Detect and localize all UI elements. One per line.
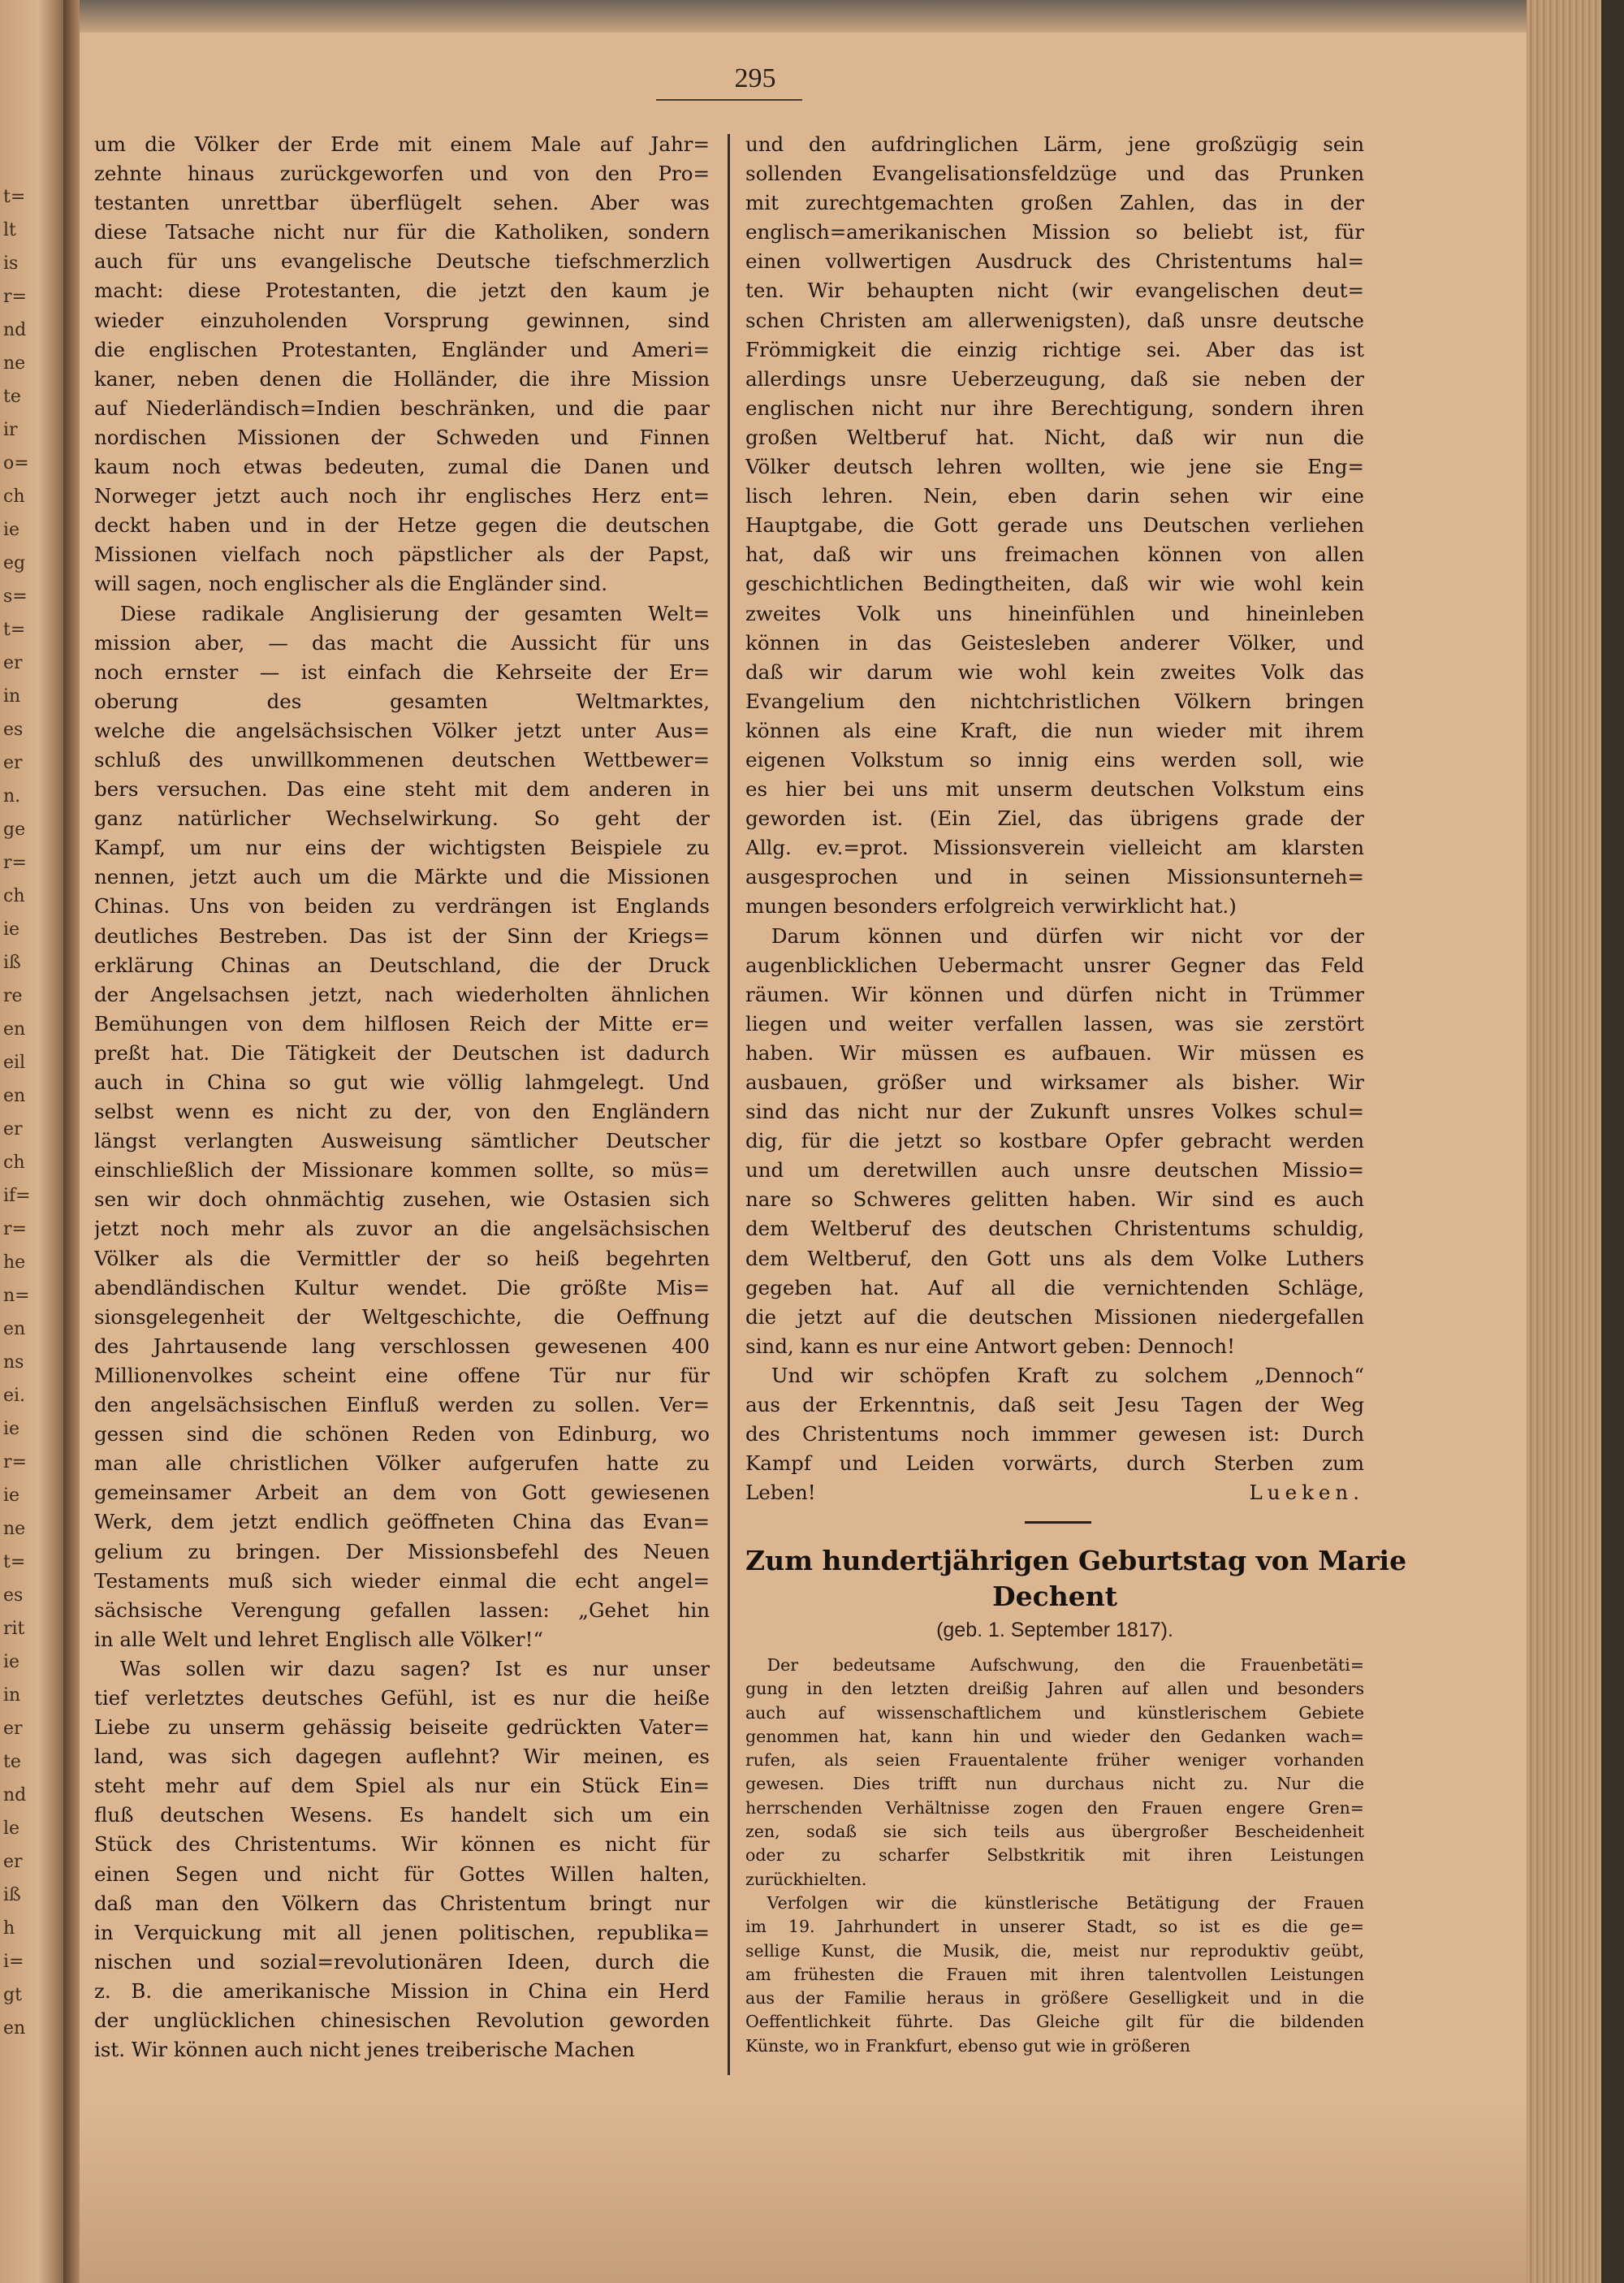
text-line: den angelsächsischen Einfluß werden zu sollen. Ver=	[94, 1393, 710, 1417]
text-line: diese Tatsache nicht nur für die Katholiken, sondern	[94, 220, 710, 244]
text-line: land, was sich dagegen auflehnt? Wir meinen, es	[94, 1745, 710, 1769]
text-line: sind, kann es nur eine Antwort geben: Dennoch!	[745, 1334, 1235, 1358]
text-line: aus der Erkenntnis, daß seit Jesu Tagen der Weg	[745, 1393, 1364, 1417]
prev-page-fragment: ne	[3, 1519, 26, 1539]
text-line: Missionen vielfach noch päpstlicher als der Papst,	[94, 543, 710, 567]
text-line: tief verletztes deutsches Gefühl, ist es nur die heiße	[94, 1685, 710, 1710]
prev-page-fragment: r=	[3, 1452, 27, 1472]
text-line: gegeben hat. Auf all die vernichtenden Schläge,	[745, 1275, 1364, 1299]
prev-page-fragment: rit	[3, 1619, 25, 1639]
text-line: testanten unrettbar überflügelt sehen. Aber was	[94, 191, 710, 215]
text-line: man alle christlichen Völker aufgerufen hatte zu	[94, 1451, 710, 1476]
prev-page-fragment: nd	[3, 320, 27, 340]
text-line: der unglücklichen chinesischen Revolution geworden	[94, 2008, 710, 2032]
article-subtitle: (geb. 1. September 1817).	[936, 1619, 1173, 1641]
text-line: Kampf und Leiden vorwärts, durch Sterben zum	[745, 1451, 1364, 1476]
text-line: englischen nicht nur ihre Berechtigung, sondern ihren	[745, 396, 1364, 420]
text-line: in alle Welt und lehret Englisch alle Völker!“	[94, 1627, 544, 1651]
text-line: zurückhielten.	[745, 1869, 867, 1889]
text-line: sind das nicht nur der Zukunft unsres Volkes schul=	[745, 1100, 1364, 1124]
text-line: haben. Wir müssen es aufbauen. Wir müssen es	[745, 1040, 1364, 1065]
text-line: gewesen. Dies trifft nun durchaus nicht zu. Nur die	[745, 1774, 1364, 1794]
text-line: gung in den letzten dreißig Jahren auf allen und besonders	[745, 1679, 1364, 1699]
prev-page-fragment: t=	[3, 620, 26, 640]
text-line: augenblicklichen Uebermacht unsrer Gegner das Feld	[745, 953, 1364, 977]
prev-page-fragment: in	[3, 686, 21, 707]
text-line: auf Niederländisch=Indien beschränken, und die paar	[94, 396, 710, 420]
prev-page-fragment: iß	[3, 1885, 21, 1905]
text-line: schluß des unwillkommenen deutschen Wettbewer=	[94, 747, 710, 772]
prev-page-fragment: te	[3, 387, 21, 407]
page-number: 295	[734, 63, 776, 93]
text-line: Völker deutsch lehren wollten, wie jene sie Eng=	[745, 455, 1364, 479]
text-line: Der bedeutsame Aufschwung, den die Frauenbetäti=	[767, 1655, 1364, 1675]
text-line: einen Segen und nicht für Gottes Willen halten,	[94, 1861, 710, 1886]
prev-page-fragment: iß	[3, 953, 21, 973]
prev-page-fragment: ie	[3, 1652, 20, 1672]
text-line: Chinas. Uns von beiden zu verdrängen ist Englands	[94, 894, 710, 919]
prev-page-fragment: ch	[3, 1152, 25, 1173]
text-line: um die Völker der Erde mit einem Male auf Jahr=	[94, 132, 710, 156]
text-line: aus der Familie heraus in größere Geselligkeit und in die	[745, 1988, 1364, 2008]
text-line: ausbauen, größer und wirksamer als bisher. Wir	[745, 1070, 1364, 1094]
prev-page-fragment: ie	[3, 919, 20, 940]
text-line: lisch lehren. Nein, eben darin sehen wir eine	[745, 484, 1364, 508]
prev-page-fragment: lt	[3, 220, 16, 240]
text-line: jetzt noch mehr als zuvor an die angelsächsischen	[94, 1217, 710, 1241]
text-line: großen Weltberuf hat. Nicht, daß wir nun die	[745, 425, 1364, 449]
text-line: liegen und weiter verfallen lassen, was sie zerstört	[745, 1011, 1364, 1036]
text-line: Liebe zu unserm gehässig beiseite gedrückten Vater=	[94, 1715, 710, 1740]
column-divider	[728, 134, 730, 2075]
text-line: Kampf, um nur eins der wichtigsten Beispiele zu	[94, 836, 710, 860]
prev-page-fragment: te	[3, 1752, 21, 1772]
previous-page-edge	[0, 0, 63, 2283]
text-line: preßt hat. Die Tätigkeit der Deutschen ist dadurch	[94, 1040, 710, 1065]
prev-page-fragment: h	[3, 1918, 15, 1939]
prev-page-fragment: eg	[3, 553, 26, 573]
text-line: allerdings unsre Ueberzeugung, daß sie neben der	[745, 366, 1364, 391]
text-line: auch auf wissenschaftlichem und künstlerischem Gebiete	[745, 1702, 1364, 1723]
text-line: auch in China so gut wie völlig lahmgelegt. Und	[94, 1070, 710, 1094]
text-line: Stück des Christentums. Wir können es nicht für	[94, 1832, 710, 1857]
text-line: daß wir darum wie wohl kein zweites Volk das	[745, 659, 1364, 684]
text-line: des Christentums noch immmer gewesen ist: Durch	[745, 1422, 1364, 1446]
prev-page-fragment: i=	[3, 1952, 24, 1972]
text-line: Verfolgen wir die künstlerische Betätigung der Frauen	[767, 1892, 1364, 1913]
text-line: selbst wenn es nicht zu der, von den Engländern	[94, 1100, 710, 1124]
text-line: nordischen Missionen der Schweden und Finnen	[94, 425, 710, 449]
text-line: Millionenvolkes scheint eine offene Tür nur für	[94, 1363, 710, 1387]
prev-page-fragment: en	[3, 2018, 26, 2039]
prev-page-fragment: ir	[3, 420, 18, 440]
text-line: deutliches Bestreben. Das ist der Sinn der Kriegs=	[94, 923, 710, 948]
prev-page-fragment: ei.	[3, 1386, 26, 1406]
text-line: Norweger jetzt auch noch ihr englisches Herz ent=	[94, 484, 710, 508]
prev-page-fragment: in	[3, 1685, 21, 1706]
prev-page-fragment: r=	[3, 287, 27, 307]
prev-page-fragment: es	[3, 1585, 24, 1606]
prev-page-fragment: es	[3, 720, 24, 740]
article-body	[745, 1654, 1364, 2058]
article-title-line-2: Dechent	[992, 1580, 1117, 1612]
text-line: nennen, jetzt auch um die Märkte und die Missionen	[94, 865, 710, 889]
text-line: es hier bei uns mit unserm deutschen Volkstum eins	[745, 777, 1364, 802]
text-line: Allg. ev.=prot. Missionsverein vielleicht am klarsten	[745, 836, 1364, 860]
text-line: z. B. die amerikanische Mission in China ein Herd	[94, 1978, 710, 2003]
bottom-shading	[80, 2104, 1541, 2283]
text-line: abendländischen Kultur wendet. Die größte Mis=	[94, 1275, 710, 1299]
text-line: Diese radikale Anglisierung der gesamten Welt=	[119, 601, 710, 625]
text-line: wieder einzuholenden Vorsprung gewinnen, sind	[94, 308, 710, 332]
prev-page-fragment: en	[3, 1319, 26, 1339]
prev-page-fragment: er	[3, 753, 23, 773]
text-line: sächsische Verengung gefallen lassen: „Gehet hin	[94, 1598, 710, 1622]
text-line: einschließlich der Missionare kommen sollte, so müs=	[94, 1158, 710, 1183]
text-line: dig, für die jetzt so kostbare Opfer gebracht werden	[745, 1129, 1364, 1153]
prev-page-fragment: gt	[3, 1985, 22, 2005]
text-line: räumen. Wir können und dürfen nicht in Trümmer	[745, 982, 1364, 1006]
prev-page-fragment: n.	[3, 786, 21, 806]
text-line: Evangelium den nichtchristlichen Völkern bringen	[745, 689, 1364, 713]
text-line: steht mehr auf dem Spiel als nur ein Stück Ein=	[94, 1774, 710, 1798]
text-line: im 19. Jahrhundert in unserer Stadt, so ist es die ge=	[745, 1917, 1364, 1937]
text-line: Völker als die Vermittler der so heiß begehrten	[94, 1246, 710, 1270]
prev-page-fragment: ie	[3, 520, 20, 540]
text-line: daß man den Völkern das Christentum bringt nur	[94, 1891, 710, 1915]
top-edge-shadow	[80, 0, 1541, 32]
prev-page-fragment: er	[3, 653, 23, 673]
text-line: genommen hat, kann hin und wieder den Gedanken wach=	[745, 1726, 1364, 1746]
prev-page-fragment: is	[3, 253, 19, 274]
text-line: ausgesprochen und in seinen Missionsunterneh=	[745, 865, 1364, 889]
text-line: die jetzt auf die deutschen Missionen niedergefallen	[745, 1304, 1364, 1329]
text-line: und den aufdringlichen Lärm, jene großzügig sein	[745, 132, 1364, 156]
text-line: will sagen, noch englischer als die Engländer sind.	[94, 572, 608, 596]
prev-page-fragment: ge	[3, 819, 26, 840]
text-line: kaum noch etwas bedeuten, zumal die Danen und	[94, 455, 710, 479]
prev-page-fragment: en	[3, 1019, 26, 1040]
text-line: gemeinsamer Arbeit an dem von Gott gewiesenen	[94, 1481, 710, 1505]
text-line: dem Weltberuf des deutschen Christentums schuldig,	[745, 1217, 1364, 1241]
text-line: auch für uns evangelische Deutsche tiefschmerzlich	[94, 249, 710, 274]
text-line: geschichtlichen Bedingtheiten, daß wir wie wohl kein	[745, 572, 1364, 596]
text-line: gessen sind die schönen Reden von Edinburg, wo	[94, 1422, 710, 1446]
text-line: am frühesten die Frauen mit ihren talentvollen Leistungen	[745, 1964, 1364, 1984]
text-line: zweites Volk uns hineinfühlen und hineinleben	[745, 601, 1364, 625]
text-line: mit zurechtgemachten großen Zahlen, das in der	[745, 191, 1364, 215]
prev-page-fragment: ne	[3, 353, 26, 374]
prev-page-fragment: if=	[3, 1186, 31, 1206]
prev-page-fragment: en	[3, 1086, 26, 1106]
prev-page-fragment: t=	[3, 187, 26, 207]
text-line: eigenen Volkstum so innig eins werden soll, wie	[745, 747, 1364, 772]
prev-page-fragment: er	[3, 1719, 23, 1739]
text-line: sellige Kunst, die Musik, die, meist nur reproduktiv geübt,	[745, 1940, 1364, 1961]
text-line: der Angelsachsen jetzt, nach wiederholten ähnlichen	[94, 982, 710, 1006]
text-line: oberung des gesamten Weltmarktes,	[94, 689, 710, 713]
prev-page-fragment: le	[3, 1818, 20, 1839]
text-line: mungen besonders erfolgreich verwirklicht hat.)	[745, 894, 1237, 919]
prev-page-fragment: ie	[3, 1419, 20, 1439]
text-line: können als eine Kraft, die nun wieder mit ihrem	[745, 718, 1364, 742]
book-cover-edge	[1601, 0, 1624, 2283]
text-line: Was sollen wir dazu sagen? Ist es nur unser	[119, 1656, 710, 1680]
text-line: können in das Geistesleben anderer Völker, und	[745, 630, 1364, 655]
text-line: längst verlangten Ausweisung sämtlicher Deutscher	[94, 1129, 710, 1153]
text-line: ist. Wir können auch nicht jenes treiberische Machen	[94, 2038, 635, 2062]
prev-page-fragment: he	[3, 1252, 26, 1273]
prev-page-fragment: er	[3, 1119, 23, 1139]
prev-page-fragment: ch	[3, 886, 25, 906]
text-line: Frömmigkeit die einzig richtige sei. Aber das ist	[745, 337, 1364, 361]
text-line: macht: diese Protestanten, die jetzt den kaum je	[94, 279, 710, 303]
article-title-line-1: Zum hundertjährigen Geburtstag von Marie	[745, 1545, 1407, 1576]
text-line: dem Weltberuf, den Gott uns als dem Volke Luthers	[745, 1246, 1364, 1270]
text-line: geworden ist. (Ein Ziel, das übrigens grade der	[745, 806, 1364, 831]
page-number-rule	[656, 99, 802, 101]
text-line: und um deretwillen auch unsre deutschen Missio=	[745, 1158, 1364, 1183]
text-line: erklärung Chinas an Deutschland, die der Druck	[94, 953, 710, 977]
text-line: welche die angelsächsischen Völker jetzt unter Aus=	[94, 718, 710, 742]
text-line: bers versuchen. Das eine steht mit dem anderen in	[94, 777, 710, 802]
prev-page-fragment: o=	[3, 453, 29, 473]
text-line: mission aber, — das macht die Aussicht für uns	[94, 630, 710, 655]
prev-page-fragment: ch	[3, 486, 25, 507]
text-line: hat, daß wir uns freimachen können von allen	[745, 543, 1364, 567]
right-text-column	[745, 130, 1364, 1507]
text-line: gelium zu bringen. Der Missionsbefehl des Neuen	[94, 1539, 710, 1563]
text-line: ganz natürlicher Wechselwirkung. So geht der	[94, 806, 710, 831]
text-line: rufen, als seien Frauentalente früher weniger vorhanden	[745, 1750, 1364, 1771]
text-line: Darum können und dürfen wir nicht vor der	[771, 923, 1364, 948]
prev-page-fragment: ns	[3, 1352, 24, 1373]
text-line: noch ernster — ist einfach die Kehrseite der Er=	[94, 659, 710, 684]
prev-page-fragment: r=	[3, 853, 27, 873]
text-line: zehnte hinaus zurückgeworfen und von den Pro=	[94, 162, 710, 186]
text-line: Werk, dem jetzt endlich geöffneten China das Evan=	[94, 1510, 710, 1534]
text-line: nischen und sozial=revolutionären Ideen, durch die	[94, 1949, 710, 1974]
text-line: sollenden Evangelisationsfeldzüge und das Prunken	[745, 162, 1364, 186]
text-line: ten. Wir behaupten nicht (wir evangelischen deut=	[745, 279, 1364, 303]
text-line: die englischen Protestanten, Engländer und Ameri=	[94, 337, 710, 361]
text-line: in Verquickung mit all jenen politischen, republika=	[94, 1920, 710, 1944]
text-line: schen Christen am allerwenigsten), daß unsre deutsche	[745, 308, 1364, 332]
text-line: Leben! Lueken.	[745, 1481, 1364, 1505]
prev-page-fragment: ie	[3, 1485, 20, 1506]
text-line: fluß deutschen Wesens. Es handelt sich um ein	[94, 1803, 710, 1827]
book-gutter	[63, 0, 80, 2283]
prev-page-fragment: t=	[3, 1552, 26, 1572]
prev-page-fragment: nd	[3, 1785, 27, 1805]
text-line: sionsgelegenheit der Weltgeschichte, die Oeffnung	[94, 1304, 710, 1329]
text-line: des Jahrtausende lang verschlossen gewesenen 400	[94, 1334, 710, 1358]
text-line: Testaments muß sich wieder einmal die echt angel=	[94, 1568, 710, 1593]
text-line: einen vollwertigen Ausdruck des Christentums hal=	[745, 249, 1364, 274]
prev-page-fragment: eil	[3, 1053, 26, 1073]
text-line: kaner, neben denen die Holländer, die ihre Mission	[94, 366, 710, 391]
prev-page-fragment: re	[3, 986, 23, 1006]
prev-page-fragment: er	[3, 1852, 23, 1872]
text-line: englisch=amerikanischen Mission so beliebt ist, für	[745, 220, 1364, 244]
text-line: Oeffentlichkeit führte. Das Gleiche gilt für die bildenden	[745, 2012, 1364, 2032]
text-line: nare so Schweres gelitten haben. Wir sind es auch	[745, 1187, 1364, 1212]
text-line: Künste, wo in Frankfurt, ebenso gut wie in größeren	[745, 2035, 1190, 2056]
text-line: Bemühungen von dem hilflosen Reich der Mitte er=	[94, 1011, 710, 1036]
left-text-column	[94, 130, 710, 2065]
text-line: deckt haben und in der Hetze gegen die deutschen	[94, 513, 710, 538]
article-heading	[745, 1543, 1407, 1615]
text-line: zen, sodaß sie sich teils aus übergroßer Bescheidenheit	[745, 1822, 1364, 1842]
text-line: Und wir schöpfen Kraft zu solchem „Dennoch“	[771, 1363, 1364, 1387]
prev-page-fragment: n=	[3, 1286, 30, 1306]
text-line: herrschenden Verhältnisse zogen den Frauen engere Gren=	[745, 1797, 1364, 1818]
prev-page-fragment: s=	[3, 586, 28, 607]
text-line: sen wir doch ohnmächtig zusehen, wie Ostasien sich	[94, 1187, 710, 1212]
prev-page-fragment: r=	[3, 1219, 27, 1239]
section-separator	[1025, 1521, 1091, 1524]
text-line: oder zu scharfer Selbstkritik mit ihren Leistungen	[745, 1845, 1364, 1866]
text-line: Hauptgabe, die Gott gerade uns Deutschen verliehen	[745, 513, 1364, 538]
